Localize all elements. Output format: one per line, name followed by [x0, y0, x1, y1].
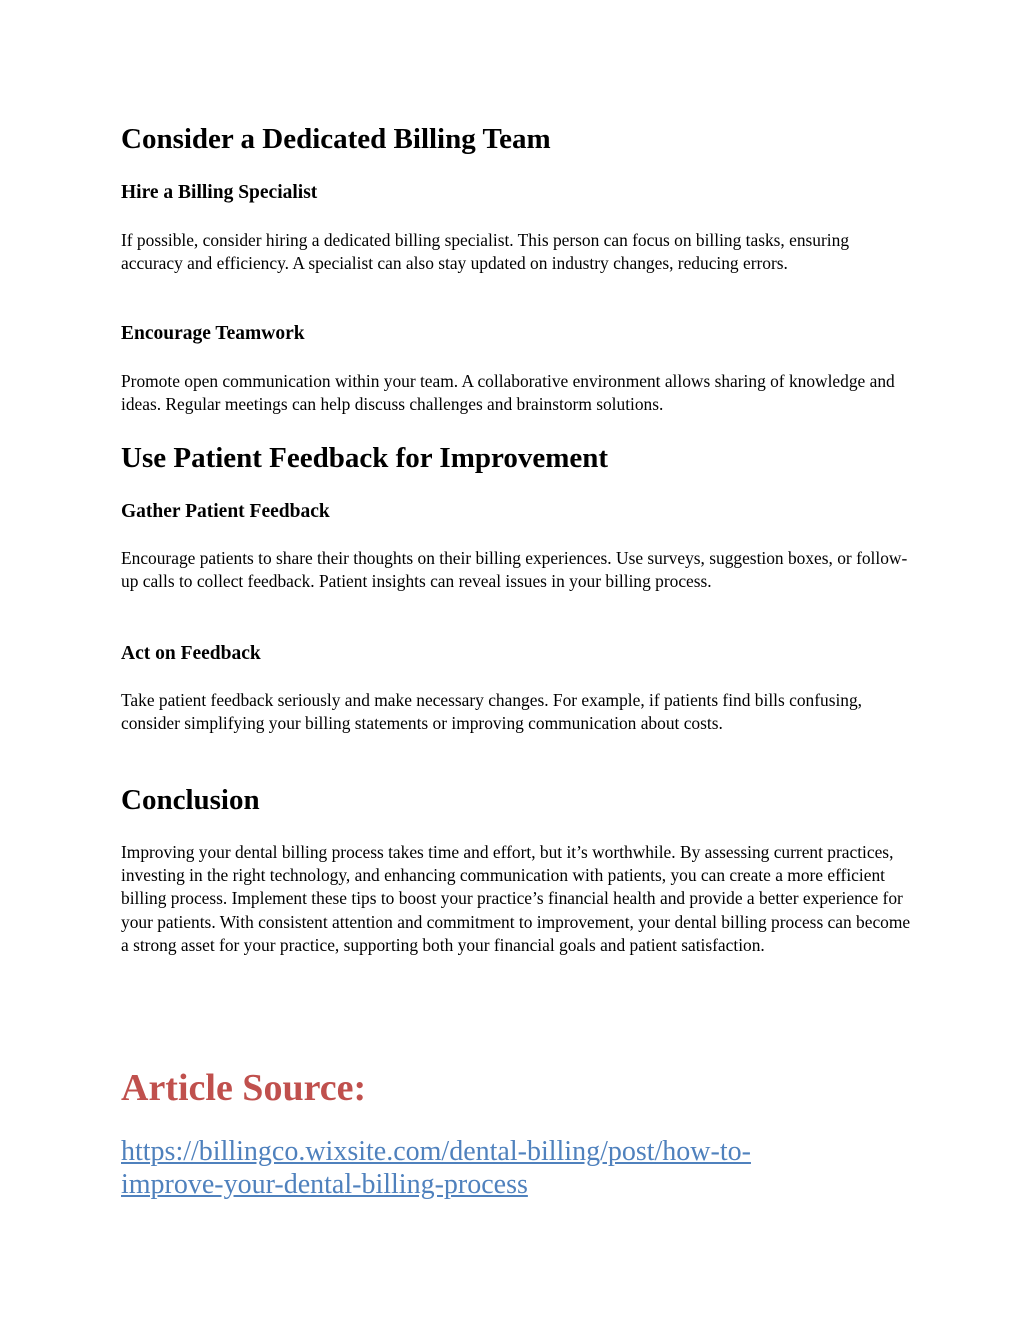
subheading-encourage-teamwork: Encourage Teamwork — [121, 323, 305, 344]
subheading-gather-feedback: Gather Patient Feedback — [121, 501, 330, 522]
paragraph-hire-specialist: If possible, consider hiring a dedicated billing specialist. This person can focus on billing tasks, ensuring accuracy and efficiency. A specialist can also stay updated on industry changes, reducing errors. — [121, 230, 850, 274]
subheading-act-on-feedback: Act on Feedback — [121, 643, 261, 664]
paragraph-act-on-feedback: Take patient feedback seriously and make necessary changes. For example, if patients find bills confusing, consider simplifying your billing statements or improving communication about costs. — [121, 690, 863, 734]
subheading-hire-specialist: Hire a Billing Specialist — [121, 182, 318, 203]
article-source-link[interactable]: https://billingco.wixsite.com/dental-billing/post/how-to- improve-your-dental-billing-process — [121, 1136, 751, 1200]
section-heading-billing-team: Consider a Dedicated Billing Team — [121, 123, 551, 155]
article-source-label: Article Source: — [121, 1067, 367, 1109]
paragraph-conclusion: Improving your dental billing process takes time and effort, but it’s worthwhile. By assessing current practices, investing in the right technology, and enhancing communication with patients, you can create a more efficient billing process. Implement these tips to boost your practice’s financial health and provide a better experience for your patients. With consistent attention and commitment to improvement, your dental billing process can become a strong asset for your practice, supporting both your financial goals and patient satisfaction. — [121, 842, 911, 955]
paragraph-encourage-teamwork: Promote open communication within your team. A collaborative environment allows sharing of knowledge and ideas. Regular meetings can help discuss challenges and brainstorm solutions. — [121, 371, 895, 415]
paragraph-gather-feedback: Encourage patients to share their thoughts on their billing experiences. Use surveys, suggestion boxes, or follow-up calls to collect feedback. Patient insights can reveal issues in your billing process. — [121, 548, 908, 592]
section-heading-conclusion: Conclusion — [121, 784, 260, 816]
section-heading-patient-feedback: Use Patient Feedback for Improvement — [121, 442, 609, 474]
